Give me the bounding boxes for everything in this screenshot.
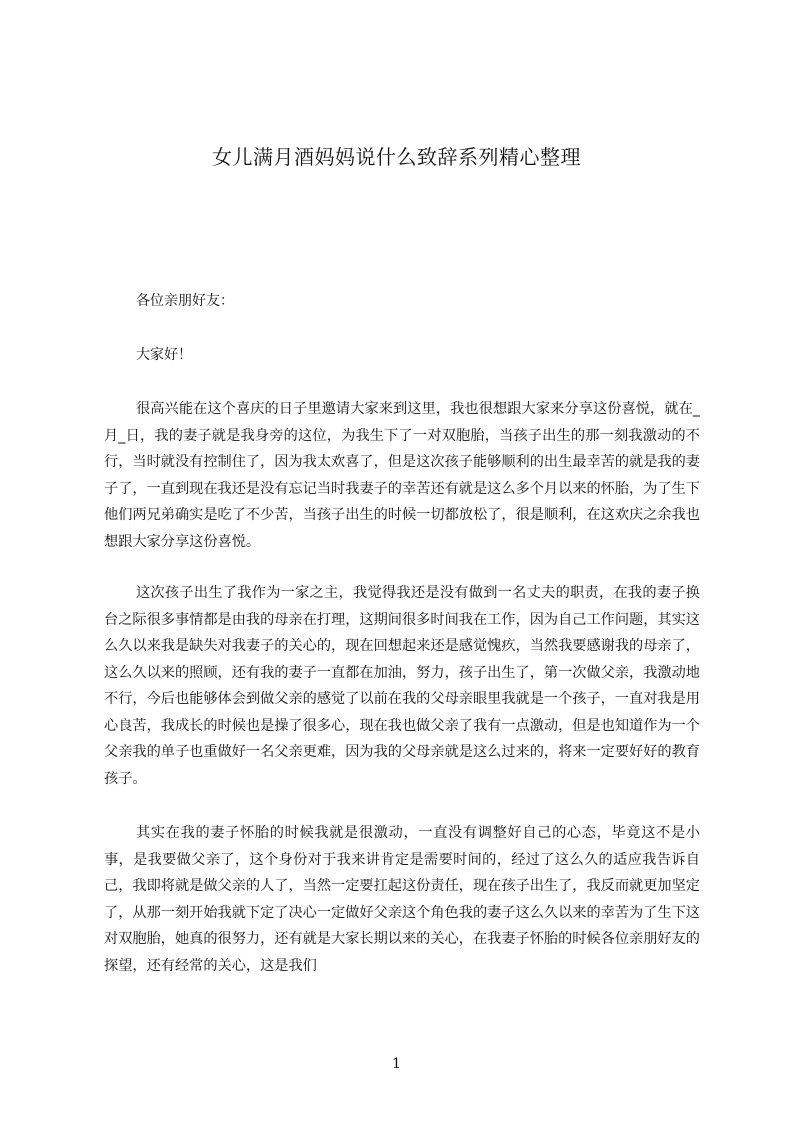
page-title: 女儿满月酒妈妈说什么致辞系列精心整理: [212, 145, 581, 169]
page-number: 1: [392, 1056, 401, 1072]
salutation: 各位亲朋好友：: [136, 293, 234, 309]
body-paragraph-3: 其实在我的妻子怀胎的时候我就是很激动，一直没有调整好自己的心态，毕竟这不是小事，是我要做父亲了，这个身份对于我来讲肯定是需要时间的，经过了这么久的适应我告诉自己，我即将就是做父亲的人了，当然一定要扛起这份责任，现在孩子出生了，我反而就更加坚定了，从那一刻开始我就下定了决心一定做好父亲这个角色我的妻子这么久以来的幸苦为了生下这对双胞胎，她真的很努力，还有就是大家长期以来的关心，在我妻子怀胎的时候各位亲朋好友的探望，还有经常的关心，这是我们: [104, 825, 700, 974]
body-paragraph-1: 很高兴能在这个喜庆的日子里邀请大家来到这里，我也很想跟大家来分享这份喜悦，就在_月_日，我的妻子就是我身旁的这位，为我生下了一对双胞胎，当孩子出生的那一刻我激动的不行，当时就没有控制住了，因为我太欢喜了，但是这次孩子能够顺利的出生最幸苦的就是我的妻子了，一直到现在我还是没有忘记当时我妻子的幸苦还有就是这么多个月以来的怀胎，为了生下他们两兄弟确实是吃了不少苦，当孩子出生的时候一切都放松了，很是顺利，在这欢庆之余我也想跟大家分享这份喜悦。: [104, 401, 700, 550]
body-paragraph-2: 这次孩子出生了我作为一家之主，我觉得我还是没有做到一名丈夫的职责，在我的妻子换台之际很多事情都是由我的母亲在打理，这期间很多时间我在工作，因为自己工作问题，其实这么久以来我是缺失对我妻子的关心的，现在回想起来还是感觉愧疚，当然我要感谢我的母亲了，这么久以来的照顾，还有我的妻子一直都在加油，努力，孩子出生了，第一次做父亲，我激动地不行，今后也能够体会到做父亲的感觉了以前在我的父母亲眼里我就是一个孩子，一直对我是用心良苦，我成长的时候也是操了很多心，现在我也做父亲了我有一点激动，但是也知道作为一个父亲我的单子也重做好一名父亲更难，因为我的父母亲就是这么过来的，将来一定要好好的教育孩子。: [104, 585, 700, 787]
greeting: 大家好！: [136, 347, 192, 363]
